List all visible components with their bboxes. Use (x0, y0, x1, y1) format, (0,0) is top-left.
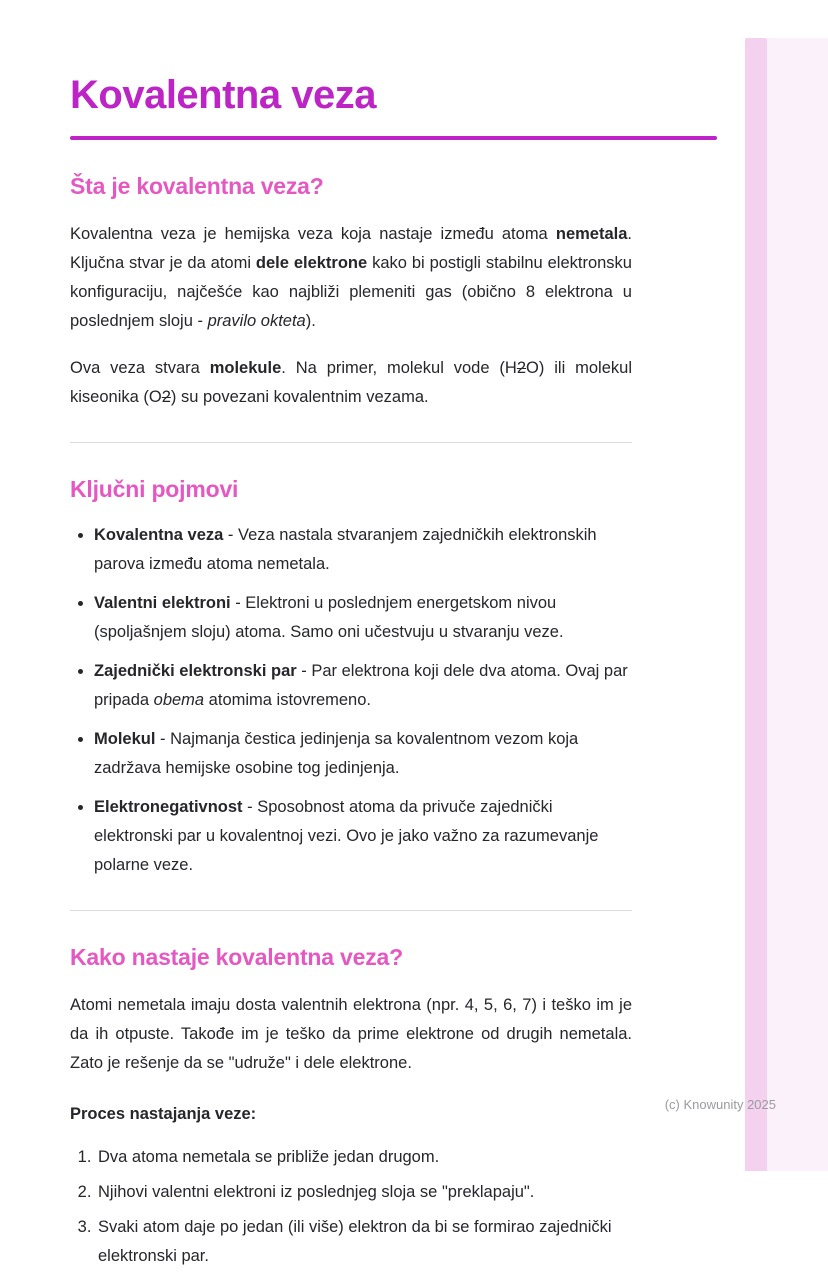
paragraph-definition (70, 220, 632, 336)
subscript-strikethrough: 2 (516, 358, 527, 377)
text-segment: - Elektroni u poslednjem energetskom nivou (spoljašnjem sloju) atoma. Samo oni učestvuju u stvaranju veze. (94, 593, 564, 641)
text-segment: Ova veza stvara (70, 358, 210, 377)
section-divider (70, 442, 632, 443)
text-segment: ). (305, 311, 316, 330)
text-segment: . Ključna stvar je da atomi (70, 224, 632, 272)
process-steps-list (70, 1143, 632, 1271)
key-term-item (94, 657, 632, 715)
bold-term: Molekul (94, 729, 156, 748)
italic-term: obema (153, 690, 205, 709)
subscript-strikethrough: 2 (161, 387, 171, 406)
bold-term: dele elektrone (255, 253, 368, 272)
key-term-item (94, 589, 632, 647)
section-what-is-covalent-bond (70, 172, 632, 412)
bold-term: Zajednički elektronski par (94, 661, 297, 680)
text-segment: - Najmanja čestica jedinjenja sa kovalentnom vezom koja zadržava hemijske osobine tog jedinjenja. (94, 729, 579, 777)
text-segment: - Sposobnost atoma da privuče zajednički elektronski par u kovalentnoj vezi. Ovo je jako važno za razumevanje polarne veze. (94, 797, 599, 874)
section-key-terms (70, 475, 632, 880)
bold-term: molekule (209, 358, 282, 377)
decorative-stripe-light (767, 38, 828, 1171)
text-segment: - Par elektrona koji dele dva atoma. Ovaj par pripada (94, 661, 628, 709)
bold-term: Kovalentna veza (94, 525, 224, 544)
text-segment: atomima istovremeno. (204, 690, 371, 709)
title-rule (70, 136, 717, 140)
text-segment: . Na primer, molekul vode (H (281, 358, 517, 377)
text-segment: O) ili molekul kiseonika (O (70, 358, 632, 406)
italic-term: pravilo okteta (207, 311, 306, 330)
key-term-item (94, 793, 632, 880)
watermark: (c) Knowunity 2025 (664, 1097, 776, 1112)
key-term-item (94, 521, 632, 579)
document-page (70, 0, 632, 1277)
text-segment: ) su povezani kovalentnim vezama. (170, 387, 429, 406)
text-segment: - Veza nastala stvaranjem zajedničkih elektronskih parova između atoma nemetala. (94, 525, 597, 573)
section-divider (70, 910, 632, 911)
process-step: 1. Dva atoma nemetala se približe jedan drugom. (96, 1143, 632, 1172)
section-heading-key-terms: Ključni pojmovi (70, 475, 239, 502)
bold-term: nemetala (555, 224, 628, 243)
section-heading-what-is: Šta je kovalentna veza? (70, 173, 324, 199)
process-step: 3. Svaki atom daje po jedan (ili više) elektron da bi se formirao zajednički elektronski par. (96, 1213, 632, 1271)
section-how-bond-forms (70, 943, 632, 1271)
key-terms-list (70, 521, 632, 880)
text-segment: kako bi postigli stabilnu elektronsku konfiguraciju, najčešće kao najbliži plemeniti gas (obično 8 elektrona u poslednjem sloju - (70, 253, 632, 330)
process-label: Proces nastajanja veze: (70, 1104, 257, 1123)
page-title: Kovalentna veza (70, 73, 376, 117)
process-step: 2. Njihovi valentni elektroni iz poslednjeg sloja se "preklapaju". (96, 1178, 632, 1207)
paragraph-molecules (70, 354, 632, 412)
key-term-item (94, 725, 632, 783)
bold-term: Valentni elektroni (94, 593, 231, 612)
paragraph-how-forms: Atomi nemetala imaju dosta valentnih elektrona (npr. 4, 5, 6, 7) i teško im je da ih otpuste. Takođe im je teško da prime elektrone od drugih nemetala. Zato je rešenje da se "udruže" i dele elektrone. (70, 995, 632, 1072)
text-segment: Kovalentna veza je hemijska veza koja nastaje između atoma (70, 224, 556, 243)
decorative-stripe-dark (745, 38, 767, 1171)
section-heading-how-forms: Kako nastaje kovalentna veza? (70, 943, 403, 970)
bold-term: Elektronegativnost (94, 797, 243, 816)
